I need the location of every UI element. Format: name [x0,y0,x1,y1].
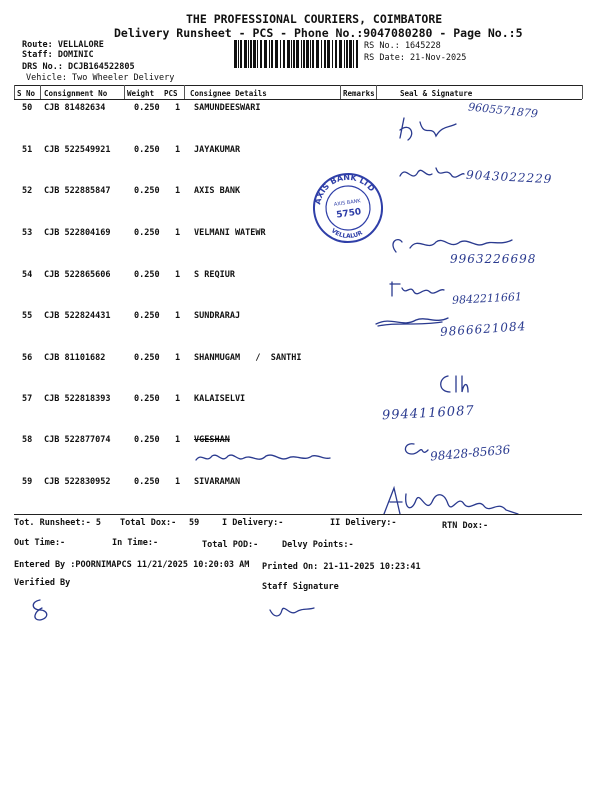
barcode-bar [271,40,273,68]
barcode-bar [250,40,252,68]
barcode-bar [238,40,239,68]
col-header-remarks: Remarks [343,89,375,98]
handwritten-signature [396,160,466,186]
delvy-points: Delvy Points:- [282,540,354,550]
row-consignee: S REQIUR [194,270,235,280]
axis-bank-stamp [303,165,393,251]
tot-runsheet: Tot. Runsheet:- 5 [14,518,101,528]
staff: Staff: DOMINIC [22,50,94,60]
barcode-bar [275,40,278,68]
row-consignee: KALAISELVI [194,394,246,404]
row-weight: 0.250 [134,228,160,238]
col-divider [582,85,583,99]
row-pcs: 1 [175,311,181,321]
barcode-bar [310,40,311,68]
row-consignment: CJB 522865606 [44,270,111,280]
row-consignment: CJB 81101682 [44,353,106,363]
row-pcs: 1 [175,103,181,113]
barcode-bar [234,40,237,68]
barcode-bar [356,40,358,68]
row-consignee: VGESHAN [194,435,230,445]
handwritten-signature [394,112,464,146]
barcode-bar [353,40,354,68]
row-consignee: SIVARAMAN [194,477,241,487]
col-header-consignee: Consignee Details [190,89,267,98]
barcode-bar [253,40,256,68]
in-time: In Time:- [112,538,159,548]
row-consignee: SUNDRARAJ [194,311,241,321]
col-divider [340,85,341,99]
barcode-bar [291,40,292,68]
handwritten-signature [388,232,518,258]
row-weight: 0.250 [134,435,160,445]
handwritten-phone: 98428-85636 [429,442,511,464]
stamp-code: 5750 [335,207,362,221]
handwritten-signature [378,484,528,526]
staff-signature-mark [266,600,316,620]
rs-number: RS No.: 1645228 [364,41,441,51]
row-weight: 0.250 [134,353,160,363]
i-delivery: I Delivery:- [222,518,284,528]
barcode-bar [293,40,295,68]
handwritten-signature [400,438,430,460]
barcode-bar [283,40,285,68]
col-header-seal-signature: Seal & Signature [400,89,473,98]
rs-date: RS Date: 21-Nov-2025 [364,53,467,63]
barcode-bar [240,40,242,68]
row-consignee: VELMANI WATEWR [194,228,266,238]
drs-number: DRS No.: DCJB164522805 [22,62,135,72]
row-sno: 57 [22,394,33,404]
row-weight: 0.250 [134,103,160,113]
total-pod: Total POD:- [202,540,259,550]
row-consignee: AXIS BANK [194,186,241,196]
table-header-rule [14,99,582,100]
rtn-dox: RTN Dox:- [442,521,489,531]
barcode-bar [248,40,249,68]
barcode-bar [316,40,319,68]
barcode-bar [260,40,262,68]
barcode-bar [344,40,345,68]
printed-on: Printed On: 21-11-2025 10:23:41 [262,562,421,572]
row-sno: 58 [22,435,33,445]
row-weight: 0.250 [134,145,160,155]
barcode-bar [303,40,305,68]
barcode-bar [264,40,267,68]
barcode-bar [321,40,322,68]
row-consignee: SAMUNDEESWARI [194,103,261,113]
barcode-bar [306,40,309,68]
row-sno: 59 [22,477,33,487]
handwritten-phone: 9963226698 [450,252,537,266]
row-consignment: CJB 522818393 [44,394,111,404]
barcode-bar [327,40,330,68]
barcode-bar [301,40,302,68]
row-weight: 0.250 [134,186,160,196]
col-divider [40,85,41,99]
row-pcs: 1 [175,186,181,196]
handwritten-signature [436,372,470,396]
stamp-top-text: AXIS BANK LTD [313,172,377,206]
stamp-inner-text: AXIS BANK [333,198,362,208]
row-pcs: 1 [175,270,181,280]
handwritten-phone: 9605571879 [467,100,539,121]
col-divider [184,85,185,99]
row-pcs: 1 [175,353,181,363]
row-sno: 53 [22,228,33,238]
row-consignment: CJB 81482634 [44,103,106,113]
col-header-sno: S No [17,89,36,98]
row-sno: 55 [22,311,33,321]
row-consignment: CJB 522877074 [44,435,111,445]
barcode-bar [346,40,348,68]
barcode-bar [339,40,342,68]
barcode-bar [287,40,290,68]
col-header-weight: Weight [127,89,155,98]
row-sno: 52 [22,186,33,196]
row-sno: 54 [22,270,33,280]
handwritten-signature [192,448,332,468]
barcode-bar [312,40,314,68]
handwritten-signature [388,278,448,300]
row-pcs: 1 [175,477,181,487]
row-weight: 0.250 [134,270,160,280]
vehicle: Vehicle: Two Wheeler Delivery [26,73,175,83]
barcode-bar [244,40,247,68]
company-title: THE PROFESSIONAL COURIERS, COIMBATORE [186,12,443,26]
handwritten-signature [372,312,452,330]
barcode-bar [296,40,299,68]
barcode-bar [257,40,258,68]
col-header-pcs: PCS [164,89,178,98]
row-pcs: 1 [175,145,181,155]
entered-by: Entered By :POORNIMAPCS 11/21/2025 10:20:03 AM [14,560,250,570]
row-pcs: 1 [175,228,181,238]
verified-by: Verified By [14,578,71,588]
col-divider [124,85,125,99]
barcode-bar [335,40,337,68]
barcode-bar [349,40,352,68]
row-consignment: CJB 522885847 [44,186,111,196]
total-dox-value: 59 [189,518,200,528]
row-consignment: CJB 522824431 [44,311,111,321]
row-consignment: CJB 522549921 [44,145,111,155]
row-sno: 50 [22,103,33,113]
row-consignment: CJB 522804169 [44,228,111,238]
barcode-bar [269,40,270,68]
handwritten-phone: 9866621084 [439,319,527,339]
col-header-consignment: Consignment No [44,89,108,98]
row-weight: 0.250 [134,394,160,404]
row-pcs: 1 [175,435,181,445]
handwritten-phone: 9842211661 [451,290,523,307]
barcode-bar [280,40,281,68]
row-weight: 0.250 [134,477,160,487]
row-consignee: SHANMUGAM / SANTHI [194,353,302,363]
staff-signature-label: Staff Signature [262,582,339,592]
row-pcs: 1 [175,394,181,404]
col-divider [376,85,377,99]
handwritten-phone: 9944116087 [381,403,476,424]
verified-by-signature [28,596,54,624]
table-top-rule [14,85,582,86]
col-divider [14,85,15,99]
total-dox-label: Total Dox:- [120,518,177,528]
out-time: Out Time:- [14,538,66,548]
row-consignment: CJB 522830952 [44,477,111,487]
row-consignee: JAYAKUMAR [194,145,241,155]
row-sno: 56 [22,353,33,363]
row-sno: 51 [22,145,33,155]
barcode-bar [332,40,333,68]
footer-rule [14,514,582,515]
handwritten-phone: 9043022229 [465,167,553,187]
barcode [234,40,360,68]
stamp-bottom-text: VELLALUR [329,227,364,240]
ii-delivery: II Delivery:- [330,518,397,528]
route: Route: VELLALORE [22,40,104,50]
barcode-bar [324,40,326,68]
runsheet-subtitle: Delivery Runsheet - PCS - Phone No.:9047080280 - Page No.:5 [114,26,523,40]
row-weight: 0.250 [134,311,160,321]
